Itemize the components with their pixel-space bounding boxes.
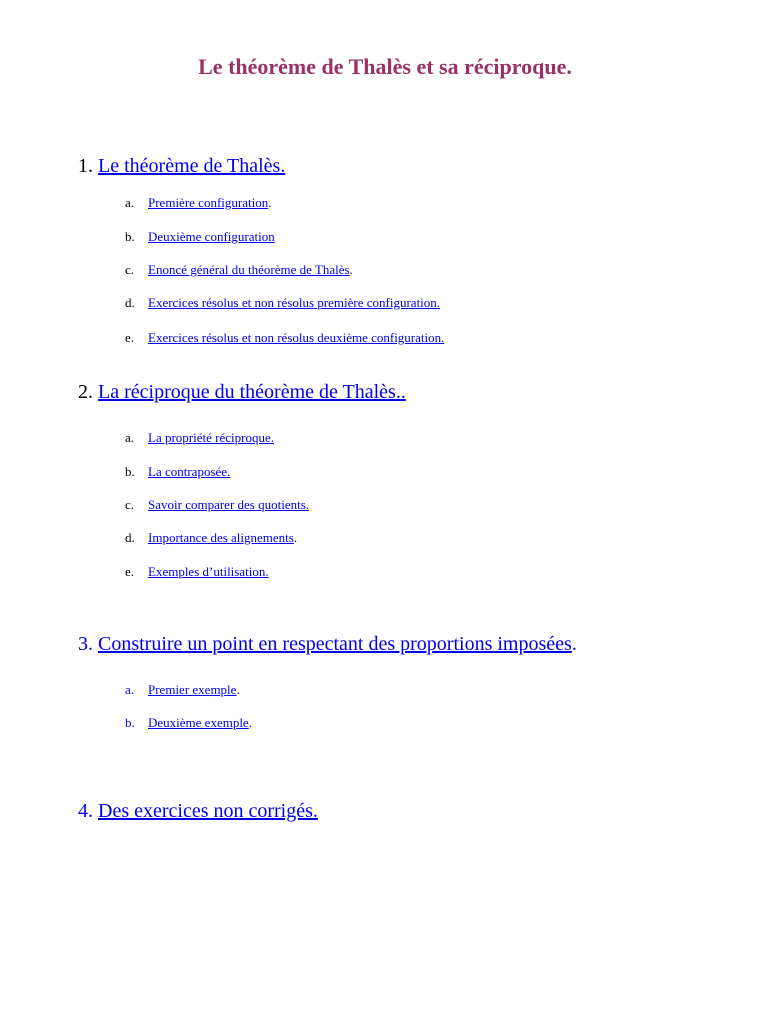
page-title: Le théorème de Thalès et sa réciproque.: [198, 54, 572, 79]
list-item: [125, 229, 275, 245]
item-link[interactable]: Exercices résolus et non résolus première configuration.: [148, 295, 441, 310]
list-item: [125, 430, 274, 446]
item-link[interactable]: Deuxième configuration: [148, 229, 275, 244]
item-letter: e.: [125, 330, 135, 345]
item-trail: .: [349, 262, 353, 277]
item-letter: c.: [125, 262, 135, 277]
item-letter: b.: [125, 229, 135, 244]
item-trail: .: [248, 715, 252, 730]
list-item: [125, 195, 271, 211]
item-link[interactable]: Premier exemple: [148, 682, 237, 697]
section-number: 1.: [78, 155, 93, 177]
list-item: [125, 262, 353, 278]
item-letter: e.: [125, 564, 135, 579]
section-heading: [78, 799, 318, 823]
item-trail: .: [293, 530, 298, 545]
section-number: 3.: [78, 633, 93, 655]
item-link[interactable]: Première configuration: [148, 195, 269, 210]
item-link[interactable]: La propriété réciproque.: [148, 430, 274, 445]
section-link[interactable]: Le théorème de Thalès.: [98, 155, 286, 177]
list-item: [125, 330, 444, 346]
item-link[interactable]: Deuxième exemple: [148, 715, 249, 730]
list-item: [125, 464, 230, 480]
item-trail: .: [268, 195, 272, 210]
item-link[interactable]: Exemples d’utilisation.: [148, 564, 269, 579]
item-link[interactable]: Exercices résolus et non résolus deuxième configuration.: [148, 330, 445, 345]
section-heading: [78, 154, 285, 178]
section-link[interactable]: Construire un point en respectant des proportions imposées: [98, 633, 572, 655]
item-link[interactable]: Importance des alignements: [148, 530, 294, 545]
section-link[interactable]: Des exercices non corrigés.: [98, 800, 318, 822]
item-letter: a.: [125, 430, 135, 445]
item-letter: d.: [125, 530, 135, 545]
section-heading: [78, 380, 406, 404]
item-trail: .: [236, 682, 240, 697]
item-link[interactable]: La contraposée.: [148, 464, 231, 479]
section-number: 2.: [78, 381, 93, 403]
list-item: [125, 497, 309, 513]
section-heading: [78, 632, 577, 656]
item-letter: d.: [125, 295, 135, 310]
item-link[interactable]: Savoir comparer des quotients.: [148, 497, 310, 512]
list-item: [125, 682, 240, 698]
list-item: [125, 564, 269, 580]
item-letter: a.: [125, 195, 135, 210]
item-letter: b.: [125, 464, 135, 479]
section-number: 4.: [78, 800, 93, 822]
list-item: [125, 295, 440, 311]
list-item: [125, 530, 297, 546]
item-link[interactable]: Enoncé général du théorème de Thalès: [148, 262, 350, 277]
section-link[interactable]: La réciproque du théorème de Thalès..: [98, 381, 406, 403]
list-item: [125, 715, 252, 731]
item-letter: b.: [125, 715, 135, 730]
item-letter: c.: [125, 497, 135, 512]
item-letter: a.: [125, 682, 135, 697]
section-trail: .: [571, 633, 577, 655]
